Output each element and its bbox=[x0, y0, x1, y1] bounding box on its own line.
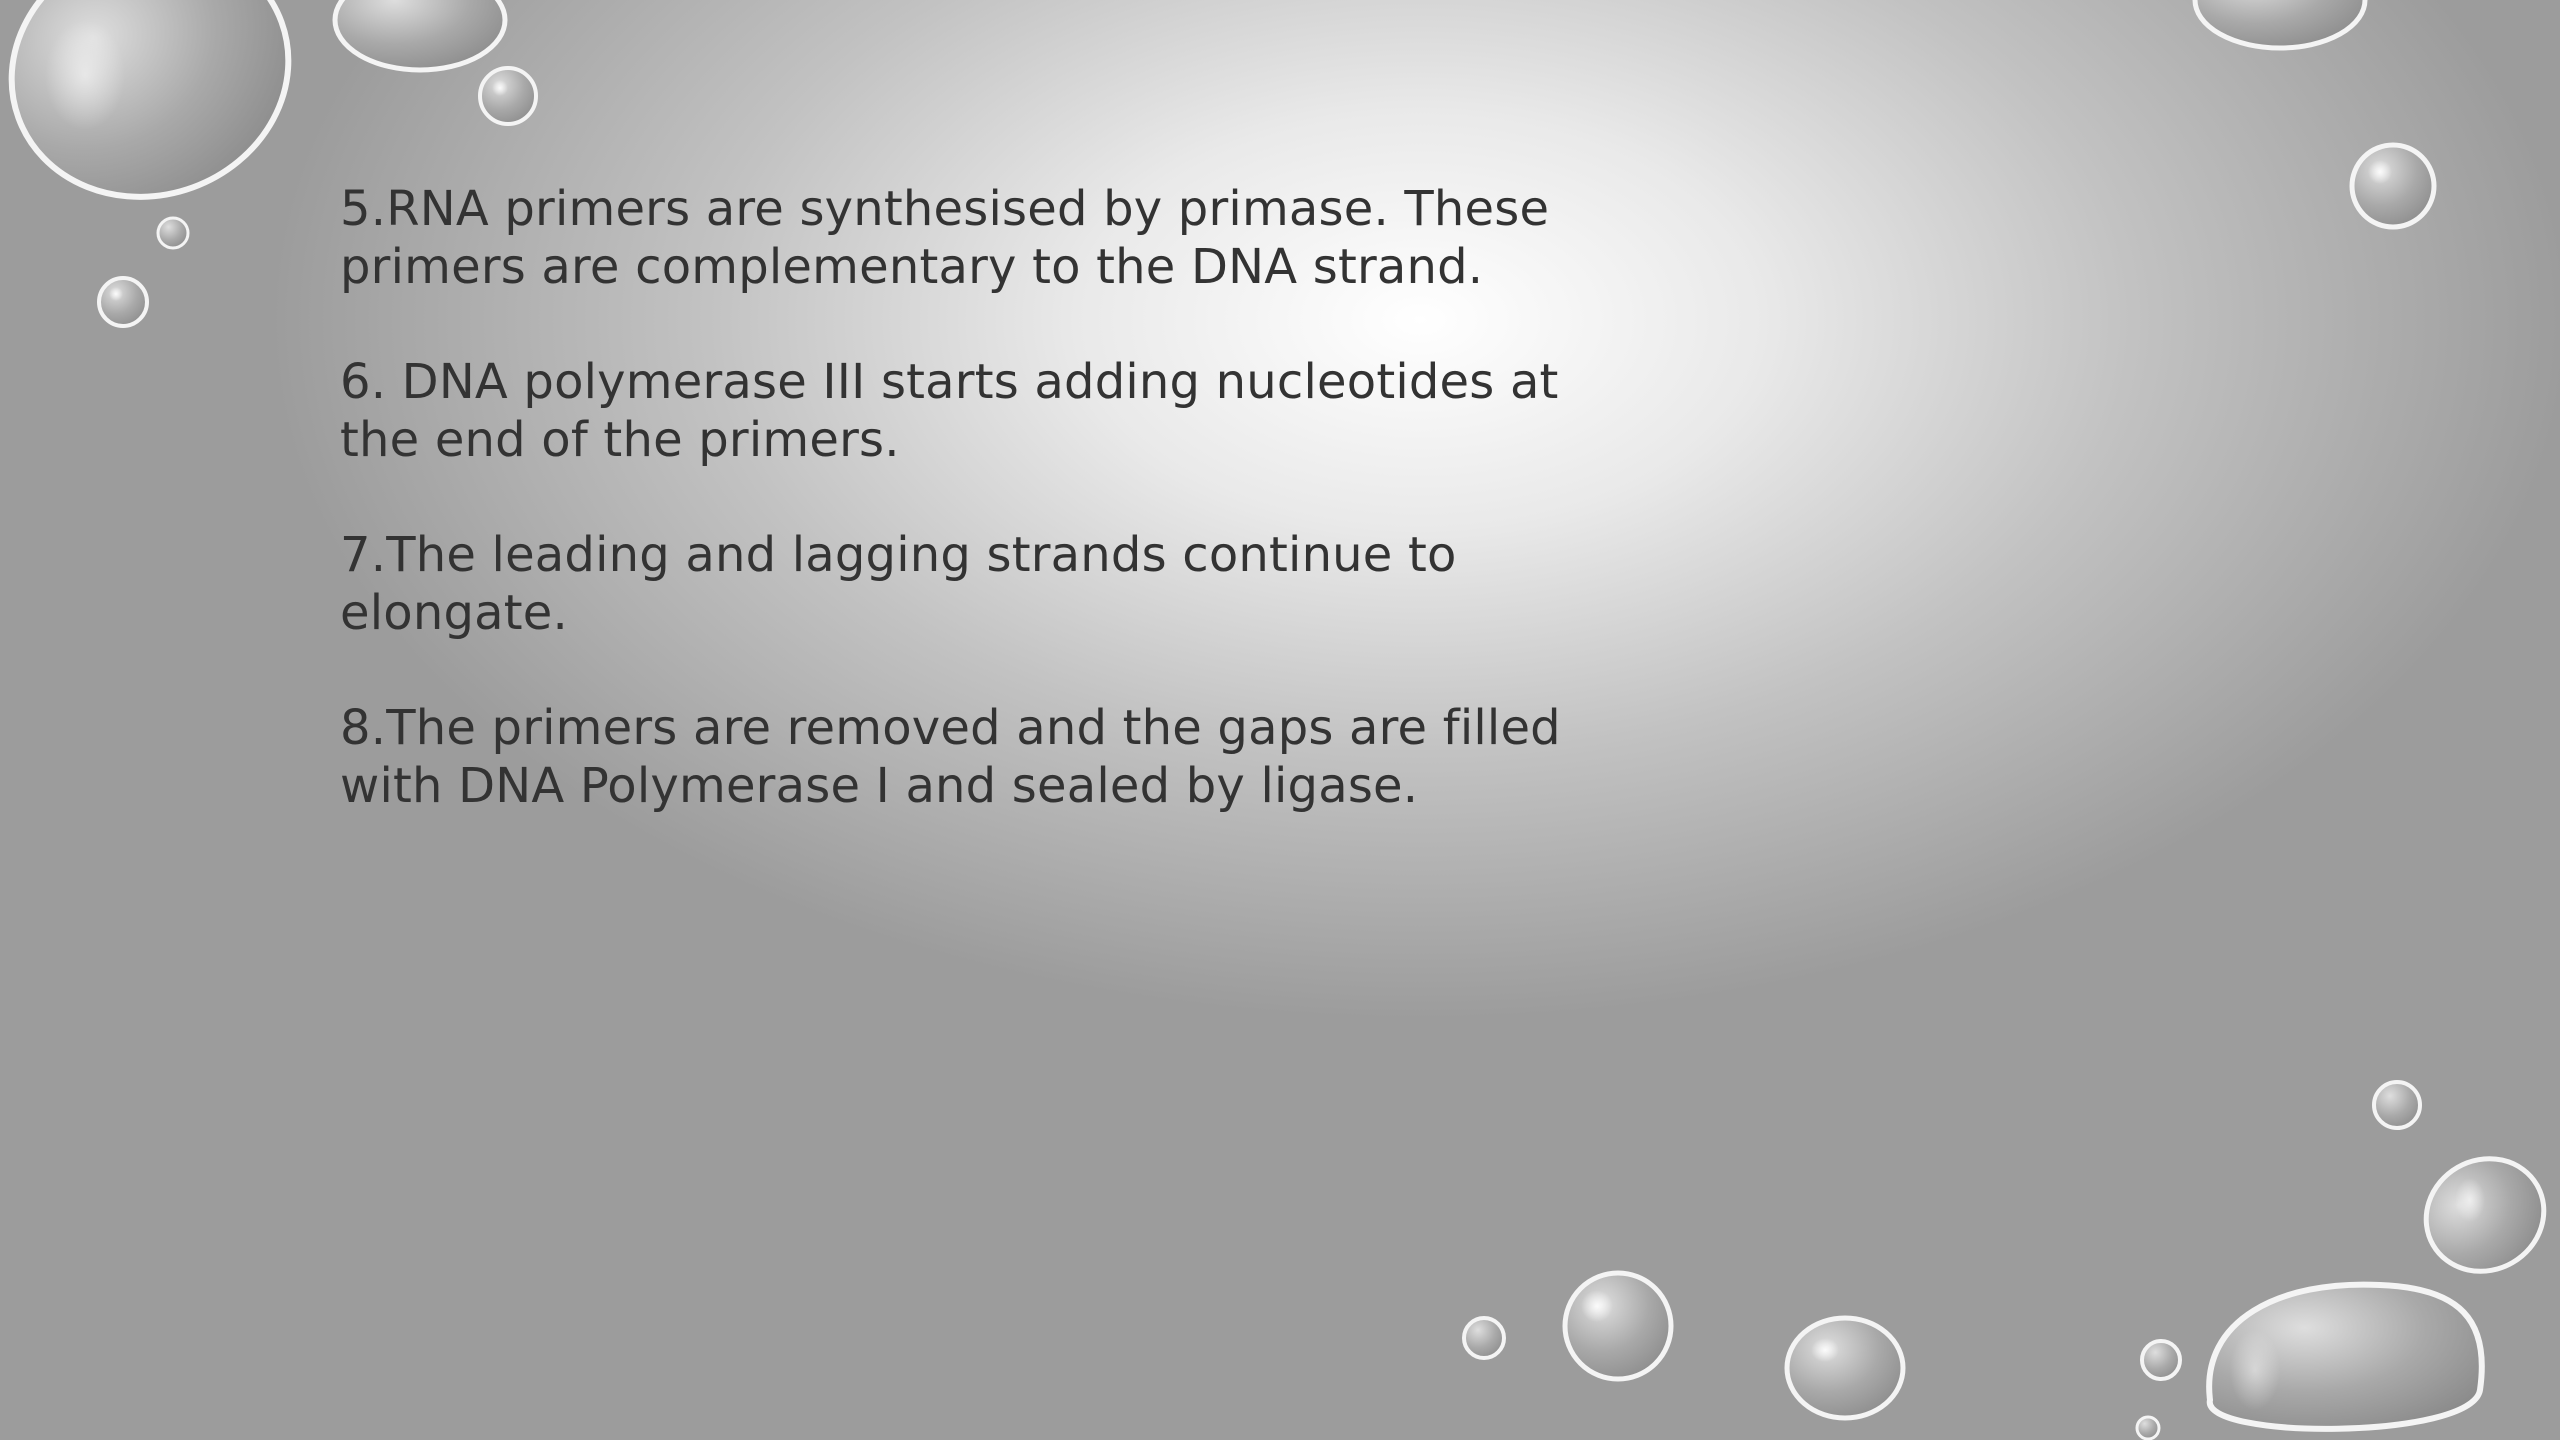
paragraph-line: with DNA Polymerase I and sealed by ligase. bbox=[340, 758, 1419, 814]
water-droplet-icon bbox=[99, 278, 147, 326]
paragraph-step-5 bbox=[340, 180, 1660, 296]
water-droplet-icon bbox=[2209, 1285, 2482, 1429]
water-droplet-icon bbox=[0, 0, 324, 235]
water-droplet-icon bbox=[2195, 0, 2365, 48]
water-droplet-icon bbox=[2137, 1417, 2159, 1439]
paragraph-step-8 bbox=[340, 699, 1660, 815]
water-droplet-icon bbox=[2406, 1137, 2560, 1292]
water-droplet-icon bbox=[1464, 1318, 1504, 1358]
paragraph-line: 6. DNA polymerase III starts adding nucleotides at bbox=[340, 354, 1559, 410]
water-droplet-icon bbox=[480, 68, 536, 124]
water-droplet-icon bbox=[1787, 1318, 1903, 1418]
paragraph-step-7 bbox=[340, 526, 1660, 642]
water-droplet-icon bbox=[2374, 1082, 2420, 1128]
water-droplet-icon bbox=[335, 0, 505, 70]
paragraph-line: elongate. bbox=[340, 585, 568, 641]
water-droplet-icon bbox=[2142, 1341, 2180, 1379]
water-droplet-icon bbox=[2352, 145, 2434, 227]
slide-body bbox=[340, 180, 1660, 872]
paragraph-line: 8.The primers are removed and the gaps are filled bbox=[340, 700, 1561, 756]
water-droplet-icon bbox=[158, 218, 188, 248]
paragraph-line: 7.The leading and lagging strands continue to bbox=[340, 527, 1457, 583]
water-droplet-icon bbox=[1565, 1273, 1671, 1379]
paragraph-step-6 bbox=[340, 353, 1660, 469]
paragraph-line: primers are complementary to the DNA strand. bbox=[340, 239, 1484, 295]
paragraph-line: the end of the primers. bbox=[340, 412, 900, 468]
paragraph-line: 5.RNA primers are synthesised by primase. These bbox=[340, 181, 1550, 237]
